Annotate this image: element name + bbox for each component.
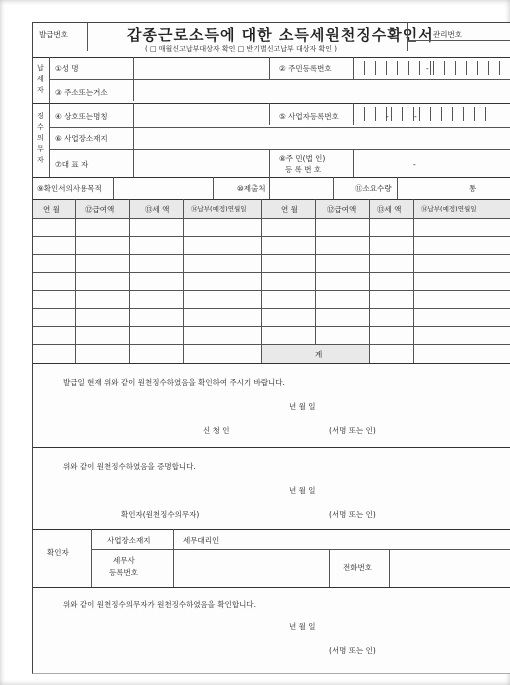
certify-date: 년 월 일	[289, 486, 316, 495]
confirmer-section-label: 확인자	[47, 548, 69, 557]
certify-text: 위와 같이 원천징수하였음을 증명합니다.	[63, 462, 196, 471]
th-4: ⑭납부(예정)연월일	[191, 205, 247, 213]
biz-no-boxes-3[interactable]	[419, 107, 486, 121]
taxpayer-section-label: 납세자	[37, 64, 44, 94]
mgmt-no-label: 관리번호	[433, 30, 462, 39]
certificate-form: 발급번호 갑종근로소득에 대한 소득세원천징수확인서 ( □ 매월신고납부대상자 확인 □ 반기별신고납부 대상자 확인 ) 관리번호 납세자 ①성 명 ② 주민등록번호 - ③ 주소또는거소 징수의무자 ④ 상호또는명칭 ⑤ 사업자등록번호 - - ⑥ 사업장소재지 ⑦대 표 자 ⑧주 민(법 인) 등 록 번 호 - ⑨확인서의사용목적 ⑩제출처 ⑪소요수량 통 연 월 ⑫급여액 ⑬세 액 ⑭납부(예정)연월일 연 월 ⑫급여액 ⑬세 액 ⑭납부(예정)연월일 계 발급일 현재 위와 같이 원천징수하였음을 확인하여 주시기 바랍니다. 년 월 일 신 청 인 (서명 또는 인) 위와 같이 원천징수하였음을 증명합니다. 년 월 일 확인자(원천징수의무자) (서명 또는 인) 확인자 사업장소재지 세무대리인 세무사 등록번호 전화번호 위와 같이 원천징수의무자가 원천징수하였음을 확인합니다. 년 월 일 (서명 또는 인)	[32, 22, 510, 674]
location-label: 사업장소재지	[107, 536, 151, 545]
th-6: ⑫급여액	[327, 205, 357, 214]
accountant-label-1: 세무사	[113, 556, 135, 565]
final-date: 년 월 일	[289, 622, 316, 631]
corp-no-label-2: 등 록 번 호	[285, 165, 322, 174]
resident-no-boxes-2[interactable]	[433, 61, 510, 75]
address-label: ③ 주소또는거소	[55, 88, 108, 97]
request-text: 발급일 현재 위와 같이 원천징수하였음을 확인하여 주시기 바랍니다.	[63, 378, 285, 387]
biz-address-label: ⑥ 사업장소재지	[55, 134, 108, 143]
applicant-label: 신 청 인	[203, 426, 230, 435]
purpose-label: ⑨확인서의사용목적	[37, 184, 102, 193]
phone-label: 전화번호	[343, 563, 372, 572]
biz-no-boxes[interactable]	[353, 107, 387, 121]
biz-no-boxes-2[interactable]	[391, 107, 414, 121]
total-label: 계	[315, 350, 323, 359]
withholder-section-label: 징수의무자	[37, 112, 44, 164]
company-label: ④ 상호또는명칭	[55, 112, 108, 121]
final-text: 위와 같이 원천징수의무자가 원천징수하였음을 확인합니다.	[63, 600, 257, 609]
submit-to-label: ⑩제출처	[237, 184, 266, 193]
name-label: ①성 명	[55, 64, 79, 73]
final-sign: (서명 또는 인)	[329, 646, 376, 655]
qty-unit: 통	[469, 184, 477, 193]
form-subtitle: ( □ 매월신고납부대상자 확인 □ 반기별신고납부 대상자 확인 )	[145, 45, 338, 53]
th-5: 연 월	[281, 205, 298, 214]
issue-no-label: 발급번호	[39, 30, 68, 39]
corp-no-label-1: ⑧주 민(법 인)	[279, 154, 326, 163]
form-title: 갑종근로소득에 대한 소득세원천징수확인서	[127, 26, 434, 44]
confirmer-label: 확인자(원천징수의무자)	[121, 510, 200, 519]
qty-label: ⑪소요수량	[355, 184, 392, 193]
accountant-label-2: 등록번호	[109, 568, 138, 577]
th-3: ⑬세 액	[145, 205, 170, 214]
th-7: ⑬세 액	[377, 205, 402, 214]
th-2: ⑫급여액	[85, 205, 115, 214]
th-8: ⑭납부(예정)연월일	[421, 205, 477, 213]
resident-no-label: ② 주민등록번호	[279, 64, 332, 73]
tax-agent-label: 세무대리인	[183, 536, 220, 545]
request-date: 년 월 일	[289, 402, 316, 411]
th-1: 연 월	[43, 205, 60, 214]
rep-label: ⑦대 표 자	[55, 160, 89, 169]
biz-no-label: ⑤ 사업자등록번호	[279, 112, 339, 121]
request-sign: (서명 또는 인)	[329, 426, 376, 435]
resident-no-boxes[interactable]	[353, 61, 431, 75]
certify-sign: (서명 또는 인)	[329, 510, 376, 519]
corp-no-dash: -	[413, 160, 416, 169]
